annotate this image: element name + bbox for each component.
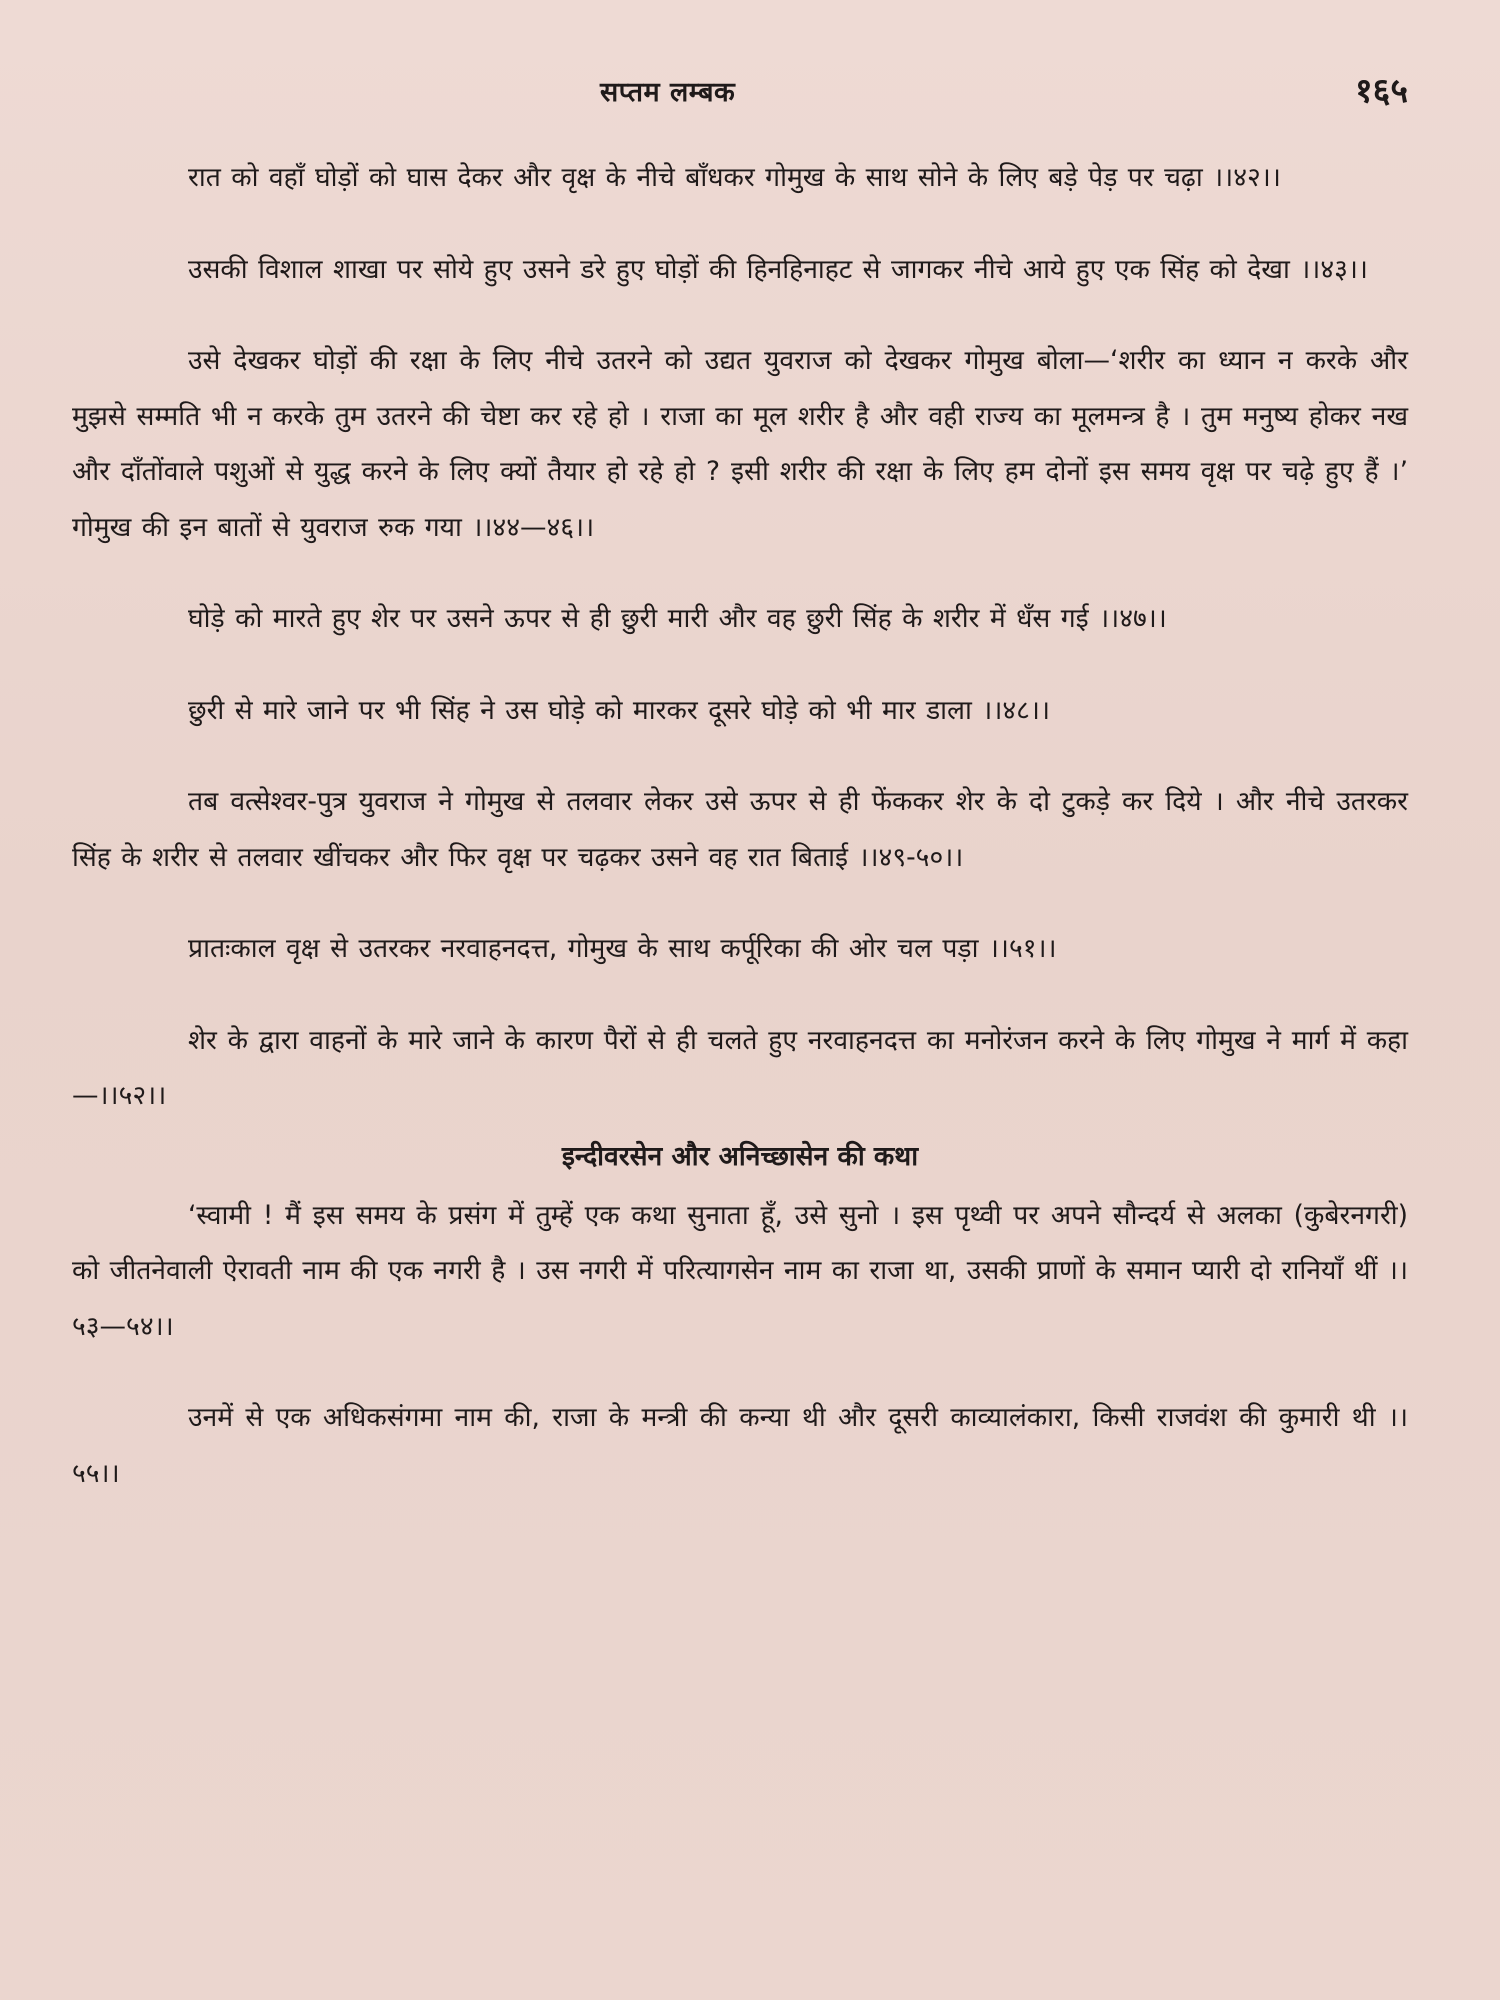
body-text	[72, 150, 1408, 1537]
page-header	[0, 66, 1500, 116]
section-title: इन्दीवरसेन और अनिच्छासेन की कथा	[561, 1140, 919, 1172]
paragraph-47: घोड़े को मारते हुए शेर पर उसने ऊपर से ही छुरी मारी और वह छुरी सिंह के शरीर में धँस गई ।।४७।।	[188, 603, 1167, 634]
page-number: १६५	[1354, 71, 1408, 111]
paragraph-42: रात को वहाँ घोड़ों को घास देकर और वृक्ष के नीचे बाँधकर गोमुख के साथ सोने के लिए बड़े पेड़ पर चढ़ा ।।४२।।	[188, 162, 1281, 193]
paragraph-55: उनमें से एक अधिकसंगमा नाम की, राजा के मन्त्री की कन्या थी और दूसरी काव्यालंकारा, किसी राजवंश की कुमारी थी ।।५५।।	[72, 1402, 1408, 1489]
paragraph-44-46: उसे देखकर घोड़ों की रक्षा के लिए नीचे उतरने को उद्यत युवराज को देखकर गोमुख बोला—‘शरीर का ध्यान न करके और मुझसे सम्मति भी न करके तुम उतरने की चेष्टा कर रहे हो । राजा का मूल शरीर है और वही राज्य का मूलमन्त्र है । तुम मनुष्य होकर नख और दाँतोंवाले पशुओं से युद्ध करने के लिए क्यों तैयार हो रहे हो ? इसी शरीर की रक्षा के लिए हम दोनों इस समय वृक्ष पर चढ़े हुए हैं ।’ गोमुख की इन बातों से युवराज रुक गया ।।४४—४६।।	[72, 345, 1408, 543]
paragraph-48: छुरी से मारे जाने पर भी सिंह ने उस घोड़े को मारकर दूसरे घोड़े को भी मार डाला ।।४८।।	[188, 694, 1051, 726]
paragraph-49-50: तब वत्सेश्वर-पुत्र युवराज ने गोमुख से तलवार लेकर उसे ऊपर से ही फेंककर शेर के दो टुकड़े कर दिये । और नीचे उतरकर सिंह के शरीर से तलवार खींचकर और फिर वृक्ष पर चढ़कर उसने वह रात बिताई ।।४९-५०।।	[72, 786, 1408, 873]
running-head: सप्तम लम्बक	[600, 77, 736, 108]
paragraph-53-54: ‘स्वामी ! मैं इस समय के प्रसंग में तुम्हें एक कथा सुनाता हूँ, उसे सुनो । इस पृथ्वी पर अपने सौन्दर्य से अलका (कुबेरनगरी) को जीतनेवाली ऐरावती नाम की एक नगरी है । उस नगरी में परित्यागसेन नाम का राजा था, उसकी प्राणों के समान प्यारी दो रानियाँ थीं ।।५३—५४।।	[72, 1199, 1408, 1342]
paragraph-43: उसकी विशाल शाखा पर सोये हुए उसने डरे हुए घोड़ों की हिनहिनाहट से जागकर नीचे आये हुए एक सिंह को देखा ।।४३।।	[188, 253, 1368, 285]
paragraph-51: प्रातःकाल वृक्ष से उतरकर नरवाहनदत्त, गोमुख के साथ कर्पूरिका की ओर चल पड़ा ।।५१।।	[188, 933, 1057, 964]
paragraph-52: शेर के द्वारा वाहनों के मारे जाने के कारण पैरों से ही चलते हुए नरवाहनदत्त का मनोरंजन करने के लिए गोमुख ने मार्ग में कहा—।।५२।।	[72, 1024, 1408, 1111]
